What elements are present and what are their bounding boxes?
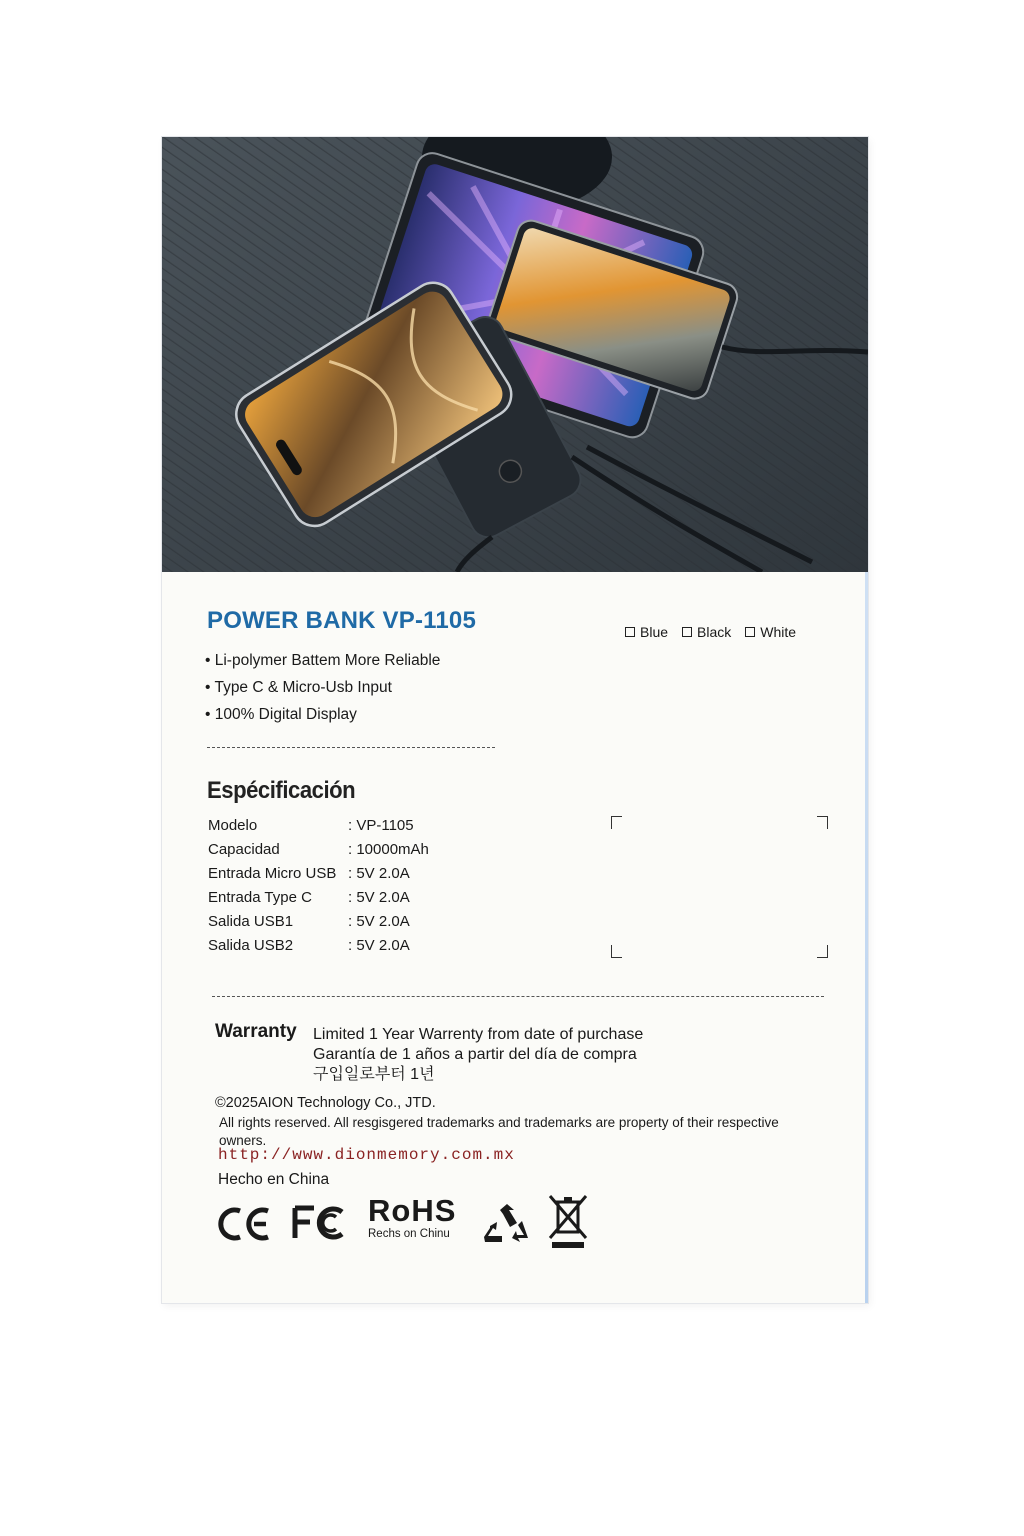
frame-corner-icon: [817, 945, 828, 958]
spec-label: Capacidad: [208, 841, 280, 858]
warranty-text: [313, 1025, 643, 1085]
divider: [212, 996, 824, 997]
warranty-line-ko: 구입일로부터 1년: [313, 1066, 435, 1083]
spec-row: [208, 814, 429, 838]
spec-row: [208, 862, 429, 886]
color-option-white[interactable]: [745, 624, 796, 640]
spec-row: [208, 886, 429, 910]
checkbox-icon[interactable]: [682, 627, 692, 637]
warranty-line-es: Garantía de 1 años a partir del día de compra: [313, 1046, 637, 1063]
recycle-icon: [484, 1204, 530, 1244]
spec-value: : 5V 2.0A: [348, 913, 410, 930]
website-link[interactable]: http://www.dionmemory.com.mx: [218, 1146, 515, 1164]
rohs-label: RoHS: [368, 1193, 457, 1228]
spec-row: [208, 934, 429, 958]
spec-value: : 10000mAh: [348, 841, 429, 858]
rights-text: All rights reserved. All resgisgered trademarks and trademarks are property of their respective owners.: [219, 1115, 779, 1148]
spec-row: [208, 910, 429, 934]
rohs-mark-icon: [368, 1194, 456, 1240]
color-label: Blue: [640, 624, 669, 640]
checkbox-icon[interactable]: [745, 627, 755, 637]
feature-item: • Li-polymer Battem More Reliable: [205, 652, 441, 669]
spec-label: Entrada Type C: [208, 889, 312, 906]
feature-list: [205, 647, 440, 728]
frame-corner-icon: [611, 816, 622, 829]
color-option-blue[interactable]: [625, 624, 668, 640]
spec-table: [208, 814, 429, 958]
feature-item: • Type C & Micro-Usb Input: [205, 679, 392, 696]
copyright: ©2025AION Technology Co., JTD.: [215, 1095, 436, 1111]
fcc-mark-icon: [292, 1204, 348, 1242]
color-label: White: [760, 624, 797, 640]
spec-label: Salida USB1: [208, 913, 294, 930]
frame-corner-icon: [817, 816, 828, 829]
frame-corner-icon: [611, 945, 622, 958]
product-photo: [162, 137, 868, 572]
box-side-edge: [865, 572, 868, 1303]
spec-value: : 5V 2.0A: [348, 889, 410, 906]
spec-label: Salida USB2: [208, 937, 294, 954]
spec-row: [208, 838, 429, 862]
feature-item: • 100% Digital Display: [205, 706, 357, 723]
color-option-black[interactable]: [682, 624, 731, 640]
color-label: Black: [697, 624, 732, 640]
rohs-sublabel: Rechs on Chinu: [368, 1228, 450, 1240]
product-box: [162, 137, 868, 1303]
product-title: POWER BANK VP-1105: [207, 607, 477, 634]
divider: [207, 747, 495, 748]
spec-title: Espécificación: [207, 777, 356, 804]
weee-bin-icon: [548, 1194, 588, 1250]
spec-value: : VP-1105: [348, 817, 414, 834]
checkbox-icon[interactable]: [625, 627, 635, 637]
ce-mark-icon: [216, 1206, 272, 1242]
spec-value: : 5V 2.0A: [348, 937, 410, 954]
made-in: Hecho en China: [218, 1171, 330, 1188]
spec-label: Entrada Micro USB: [208, 865, 337, 882]
warranty-label: Warranty: [215, 1021, 297, 1042]
warranty-line-en: Limited 1 Year Warrenty from date of purchase: [313, 1026, 644, 1043]
spec-value: : 5V 2.0A: [348, 865, 410, 882]
color-options: [625, 624, 796, 640]
spec-label: Modelo: [208, 817, 258, 834]
